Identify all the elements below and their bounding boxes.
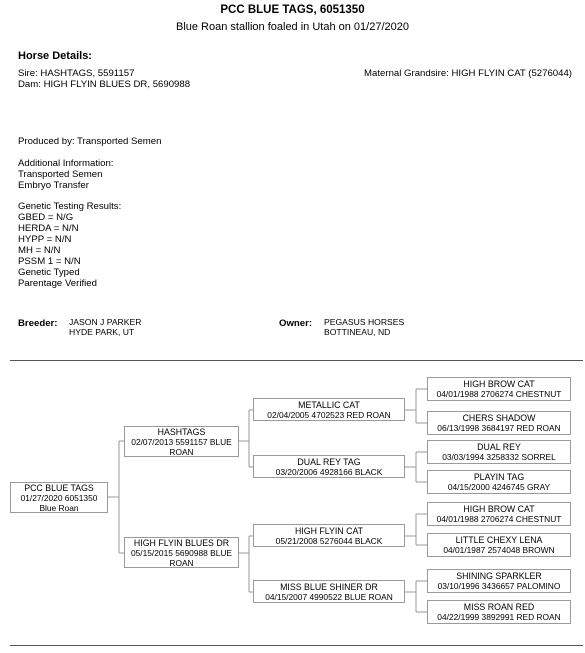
pedigree-subject bbox=[10, 482, 108, 513]
horse-info: 03/10/1996 3436657 PALOMINO bbox=[437, 581, 561, 591]
pedigree-dam-sire bbox=[253, 524, 405, 547]
horse-info-extra: ROAN bbox=[169, 446, 194, 457]
horse-name: LITTLE CHEXY LENA bbox=[455, 535, 543, 545]
horse-name: HIGH BROW CAT bbox=[463, 379, 535, 389]
horse-info: 05/15/2015 5690988 BLUE bbox=[130, 547, 233, 558]
pedigree-gen4-4 bbox=[427, 470, 571, 494]
horse-info: 04/15/2000 4246745 GRAY bbox=[447, 482, 551, 492]
breeder-name: JASON J PARKER bbox=[69, 317, 142, 327]
horse-info: 04/01/1988 2706274 CHESTNUT bbox=[436, 514, 562, 524]
pedigree-dam-dam bbox=[253, 580, 405, 603]
breeder-label: Breeder: bbox=[18, 318, 58, 329]
pedigree-gen4-7 bbox=[427, 569, 571, 593]
horse-name: CHERS SHADOW bbox=[462, 413, 536, 423]
horse-name: SHINING SPARKLER bbox=[456, 571, 542, 581]
horse-info: 06/13/1998 3684197 RED ROAN bbox=[437, 423, 561, 433]
horse-info: 03/20/2006 4928166 BLACK bbox=[275, 466, 383, 477]
horse-info: 05/21/2008 5276044 BLACK bbox=[275, 535, 383, 546]
horse-info: 01/27/2020 6051350 bbox=[20, 492, 98, 503]
horse-color: Blue Roan bbox=[39, 502, 79, 513]
owner-name: PEGASUS HORSES bbox=[324, 317, 405, 327]
page-title: PCC BLUE TAGS, 6051350 bbox=[220, 4, 365, 16]
horse-info: 02/04/2005 4702523 RED ROAN bbox=[267, 409, 391, 420]
genetic-test-item: Parentage Verified bbox=[18, 278, 97, 289]
pedigree-dam bbox=[124, 537, 239, 568]
produced-by: Produced by: Transported Semen bbox=[18, 136, 162, 147]
horse-info: 02/07/2013 5591157 BLUE bbox=[131, 436, 232, 447]
maternal-grandsire-line: Maternal Grandsire: HIGH FLYIN CAT (5276044) bbox=[364, 68, 572, 79]
horse-name: HIGH BROW CAT bbox=[463, 504, 535, 514]
horse-name: MISS ROAN RED bbox=[463, 602, 535, 612]
pedigree-sire-dam bbox=[253, 455, 405, 478]
genetic-test-item: MH = N/N bbox=[18, 245, 61, 256]
additional-info-item: Embryo Transfer bbox=[18, 180, 89, 191]
horse-name: METALLIC CAT bbox=[298, 399, 360, 410]
horse-name: DUAL REY bbox=[477, 442, 521, 452]
horse-name: PLAYIN TAG bbox=[473, 472, 525, 482]
breeder-location: HYDE PARK, UT bbox=[69, 327, 135, 337]
pedigree-gen4-2 bbox=[427, 411, 571, 435]
horse-name: DUAL REY TAG bbox=[297, 456, 361, 467]
horse-details-heading: Horse Details: bbox=[18, 50, 92, 62]
horse-info: 04/15/2007 4990522 BLUE ROAN bbox=[265, 591, 393, 602]
horse-info: 04/01/1988 2706274 CHESTNUT bbox=[436, 389, 562, 399]
genetic-test-item: Genetic Typed bbox=[18, 267, 80, 278]
horse-info-extra: ROAN bbox=[169, 557, 194, 568]
pedigree-gen4-6 bbox=[427, 533, 571, 557]
dam-line: Dam: HIGH FLYIN BLUES DR, 5690988 bbox=[18, 79, 191, 90]
horse-name: HIGH FLYIN CAT bbox=[294, 525, 364, 536]
horse-info: 03/03/1994 3258332 SORREL bbox=[442, 452, 556, 462]
owner-label: Owner: bbox=[279, 318, 313, 329]
horse-info: 04/22/1999 3892991 RED ROAN bbox=[437, 612, 561, 622]
genetic-test-item: PSSM 1 = N/N bbox=[18, 256, 81, 267]
genetic-test-item: HYPP = N/N bbox=[18, 234, 72, 245]
horse-name: MISS BLUE SHINER DR bbox=[280, 581, 378, 592]
pedigree-gen4-3 bbox=[427, 440, 571, 464]
pedigree-sire bbox=[124, 426, 239, 457]
pedigree-gen4-5 bbox=[427, 502, 571, 526]
horse-name: HASHTAGS bbox=[157, 426, 206, 437]
pedigree-sire-sire bbox=[253, 398, 405, 421]
page-subtitle: Blue Roan stallion foaled in Utah on 01/27/2020 bbox=[175, 21, 409, 33]
genetic-test-item: GBED = N/G bbox=[18, 212, 74, 223]
additional-info-item: Transported Semen bbox=[18, 169, 103, 180]
sire-line: Sire: HASHTAGS, 5591157 bbox=[18, 68, 135, 79]
horse-info: 04/01/1987 2574048 BROWN bbox=[443, 545, 555, 555]
genetic-testing-heading: Genetic Testing Results: bbox=[18, 201, 122, 212]
genetic-test-item: HERDA = N/N bbox=[18, 223, 79, 234]
horse-name: HIGH FLYIN BLUES DR bbox=[133, 537, 230, 548]
additional-info-heading: Additional Information: bbox=[18, 158, 114, 169]
owner-location: BOTTINEAU, ND bbox=[324, 327, 391, 337]
pedigree-gen4-8 bbox=[427, 600, 571, 624]
pedigree-gen4-1 bbox=[427, 377, 571, 401]
horse-name: PCC BLUE TAGS bbox=[24, 482, 94, 493]
